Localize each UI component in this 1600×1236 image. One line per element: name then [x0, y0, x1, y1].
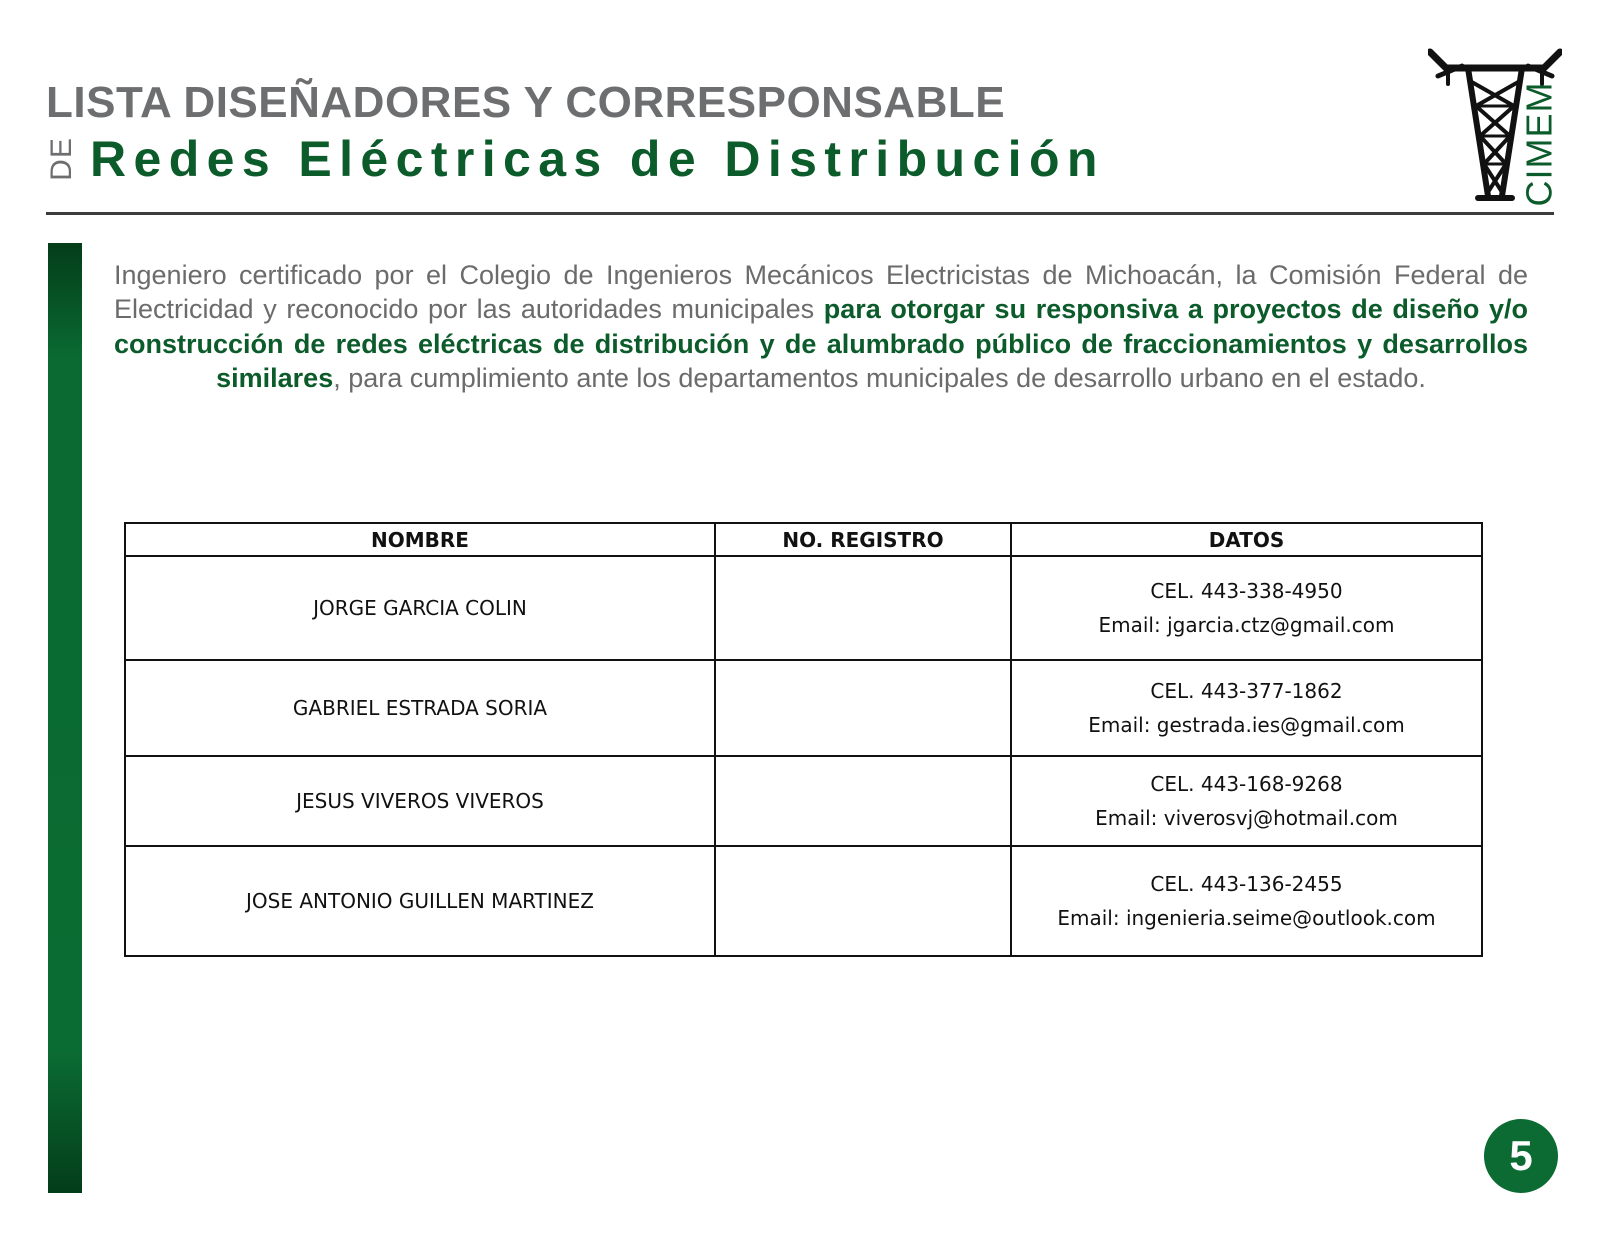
cell-cel: CEL. 443-377-1862: [1150, 679, 1343, 703]
table-header-row: [125, 523, 1482, 556]
cell-nombre: JOSE ANTONIO GUILLEN MARTINEZ: [125, 846, 715, 956]
header-divider: [46, 212, 1554, 215]
cell-registro: [715, 846, 1011, 956]
side-accent-bar: [48, 243, 82, 1193]
cell-registro: [715, 756, 1011, 846]
cell-nombre: GABRIEL ESTRADA SORIA: [125, 660, 715, 756]
table-row: [125, 556, 1482, 660]
column-header-registro: NO. REGISTRO: [715, 523, 1011, 556]
cell-datos: [1011, 756, 1482, 846]
table-row: [125, 846, 1482, 956]
cell-datos: [1011, 556, 1482, 660]
registry-table: [124, 522, 1483, 957]
table-row: [125, 756, 1482, 846]
cell-datos: [1011, 846, 1482, 956]
table-row: [125, 660, 1482, 756]
cell-email: Email: gestrada.ies@gmail.com: [1088, 713, 1405, 737]
page-subtitle: Redes Eléctricas de Distribución: [90, 131, 1105, 187]
cell-registro: [715, 556, 1011, 660]
cell-email: Email: jgarcia.ctz@gmail.com: [1098, 613, 1395, 637]
cell-registro: [715, 660, 1011, 756]
column-header-nombre: NOMBRE: [125, 523, 715, 556]
page-title: LISTA DISEÑADORES Y CORRESPONSABLE: [46, 78, 1006, 127]
intro-highlight: para otorgar su responsiva a proyectos de diseño y/o construcción de redes eléctricas de distribución y de alumbrado público de fraccionamientos y desarrollos similares: [114, 294, 1528, 394]
cell-cel: CEL. 443-168-9268: [1150, 772, 1343, 796]
cell-cel: CEL. 443-338-4950: [1150, 579, 1343, 603]
intro-paragraph: Ingeniero certificado por el Colegio de Ingenieros Mecánicos Electricistas de Michoacán, la Comisión Federal de Electricidad y reconocido por las autoridades municipales para otorgar su responsiva a proyectos de diseño y/o construcción de redes eléctricas de distribución y de alumbrado público de fraccionamientos y desarrollos similares, para cumplimiento ante los departamentos municipales de desarrollo urbano en el estado.: [114, 260, 1528, 394]
column-header-datos: DATOS: [1011, 523, 1482, 556]
cell-nombre: JORGE GARCIA COLIN: [125, 556, 715, 660]
page-number-badge: 5: [1484, 1119, 1558, 1193]
cell-nombre: JESUS VIVEROS VIVEROS: [125, 756, 715, 846]
de-label: DE: [45, 137, 78, 181]
logo-text: CIMEM: [1518, 81, 1559, 207]
cell-cel: CEL. 443-136-2455: [1150, 872, 1343, 896]
cell-email: Email: ingenieria.seime@outlook.com: [1057, 906, 1436, 930]
cell-datos: [1011, 660, 1482, 756]
cell-email: Email: viverosvj@hotmail.com: [1095, 806, 1398, 830]
